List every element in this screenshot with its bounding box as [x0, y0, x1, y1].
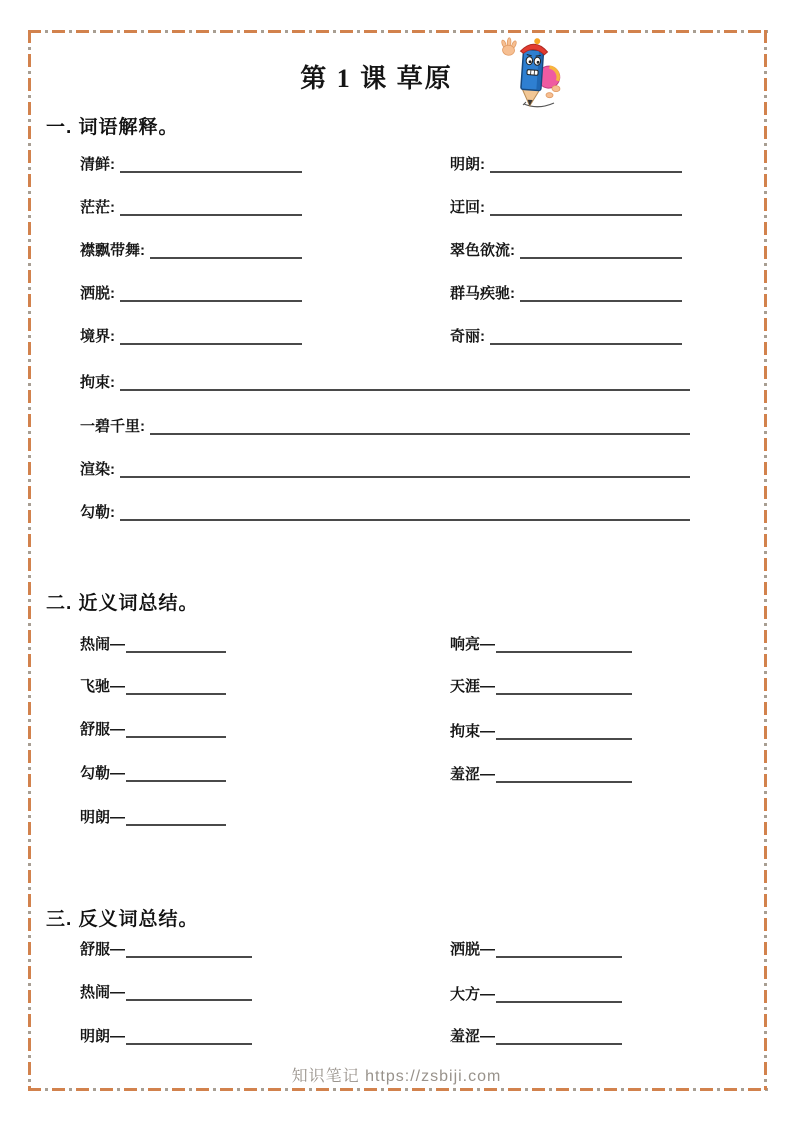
term-label: 清鲜:: [80, 156, 115, 173]
blank-line: [520, 300, 682, 302]
fill-blank-row: [80, 977, 252, 1003]
term-label: 热闹—: [80, 984, 126, 1001]
term-label: 羞涩—: [450, 766, 496, 783]
fill-blank-row: [80, 758, 226, 784]
term-label: 勾勒:: [80, 504, 115, 521]
page-border-right: [764, 30, 767, 1090]
fill-blank-row: [80, 278, 302, 304]
blank-line: [490, 214, 682, 216]
blank-line: [120, 519, 690, 521]
fill-blank-row: [80, 497, 690, 523]
section1-heading: 一. 词语解释。: [46, 117, 179, 138]
blank-line: [120, 389, 690, 391]
blank-line: [126, 824, 226, 826]
fill-blank-row: [80, 235, 302, 261]
page-border-top: [28, 30, 768, 33]
page-border-left: [28, 30, 31, 1090]
blank-line: [126, 1043, 252, 1045]
term-label: 勾勒—: [80, 765, 126, 782]
fill-blank-row: [80, 192, 302, 218]
fill-blank-row: [450, 278, 682, 304]
blank-line: [126, 999, 252, 1001]
blank-line: [496, 781, 632, 783]
page-border-bottom: [28, 1088, 768, 1091]
blank-line: [496, 738, 632, 740]
term-label: 拘束—: [450, 723, 496, 740]
fill-blank-row: [80, 411, 690, 437]
term-label: 舒服—: [80, 721, 126, 738]
term-label: 洒脱—: [450, 941, 496, 958]
fill-blank-row: [450, 235, 682, 261]
fill-blank-row: [450, 716, 632, 742]
page-title: 第 1 课 草原: [300, 64, 453, 93]
fill-blank-row: [450, 979, 622, 1005]
term-label: 天涯—: [450, 678, 496, 695]
blank-line: [496, 651, 632, 653]
blank-line: [120, 343, 302, 345]
blank-line: [126, 736, 226, 738]
term-label: 襟飘带舞:: [80, 242, 145, 259]
blank-line: [496, 1001, 622, 1003]
blank-line: [126, 651, 226, 653]
term-label: 明朗—: [80, 1028, 126, 1045]
term-label: 翠色欲流:: [450, 242, 515, 259]
fill-blank-row: [450, 149, 682, 175]
term-label: 群马疾驰:: [450, 285, 515, 302]
blank-line: [496, 1043, 622, 1045]
term-label: 响亮—: [450, 636, 496, 653]
fill-blank-row: [450, 629, 632, 655]
fill-blank-row: [80, 367, 690, 393]
blank-line: [490, 343, 682, 345]
term-label: 渲染:: [80, 461, 115, 478]
fill-blank-row: [80, 629, 226, 655]
term-label: 热闹—: [80, 636, 126, 653]
blank-line: [496, 693, 632, 695]
term-label: 羞涩—: [450, 1028, 496, 1045]
fill-blank-row: [80, 802, 226, 828]
term-label: 迂回:: [450, 199, 485, 216]
term-label: 奇丽:: [450, 328, 485, 345]
blank-line: [120, 214, 302, 216]
section2-heading: 二. 近义词总结。: [46, 593, 199, 614]
section3-heading: 三. 反义词总结。: [46, 909, 199, 930]
term-label: 境界:: [80, 328, 115, 345]
blank-line: [126, 956, 252, 958]
blank-line: [496, 956, 622, 958]
pencil-mascot-icon: [496, 36, 570, 110]
term-label: 明朗:: [450, 156, 485, 173]
blank-line: [520, 257, 682, 259]
fill-blank-row: [450, 1021, 622, 1047]
fill-blank-row: [80, 454, 690, 480]
blank-line: [120, 300, 302, 302]
blank-line: [490, 171, 682, 173]
term-label: 飞驰—: [80, 678, 126, 695]
term-label: 茫茫:: [80, 199, 115, 216]
blank-line: [120, 476, 690, 478]
fill-blank-row: [80, 1021, 252, 1047]
fill-blank-row: [80, 934, 252, 960]
fill-blank-row: [80, 149, 302, 175]
fill-blank-row: [450, 321, 682, 347]
blank-line: [120, 171, 302, 173]
term-label: 洒脱:: [80, 285, 115, 302]
term-label: 大方—: [450, 986, 496, 1003]
blank-line: [150, 257, 302, 259]
fill-blank-row: [450, 759, 632, 785]
blank-line: [126, 780, 226, 782]
fill-blank-row: [80, 321, 302, 347]
blank-line: [150, 433, 690, 435]
fill-blank-row: [80, 714, 226, 740]
fill-blank-row: [450, 671, 632, 697]
term-label: 拘束:: [80, 374, 115, 391]
term-label: 舒服—: [80, 941, 126, 958]
fill-blank-row: [450, 934, 622, 960]
blank-line: [126, 693, 226, 695]
fill-blank-row: [450, 192, 682, 218]
term-label: 一碧千里:: [80, 418, 145, 435]
term-label: 明朗—: [80, 809, 126, 826]
footer-watermark: 知识笔记 https://zsbiji.com: [291, 1068, 502, 1085]
fill-blank-row: [80, 671, 226, 697]
